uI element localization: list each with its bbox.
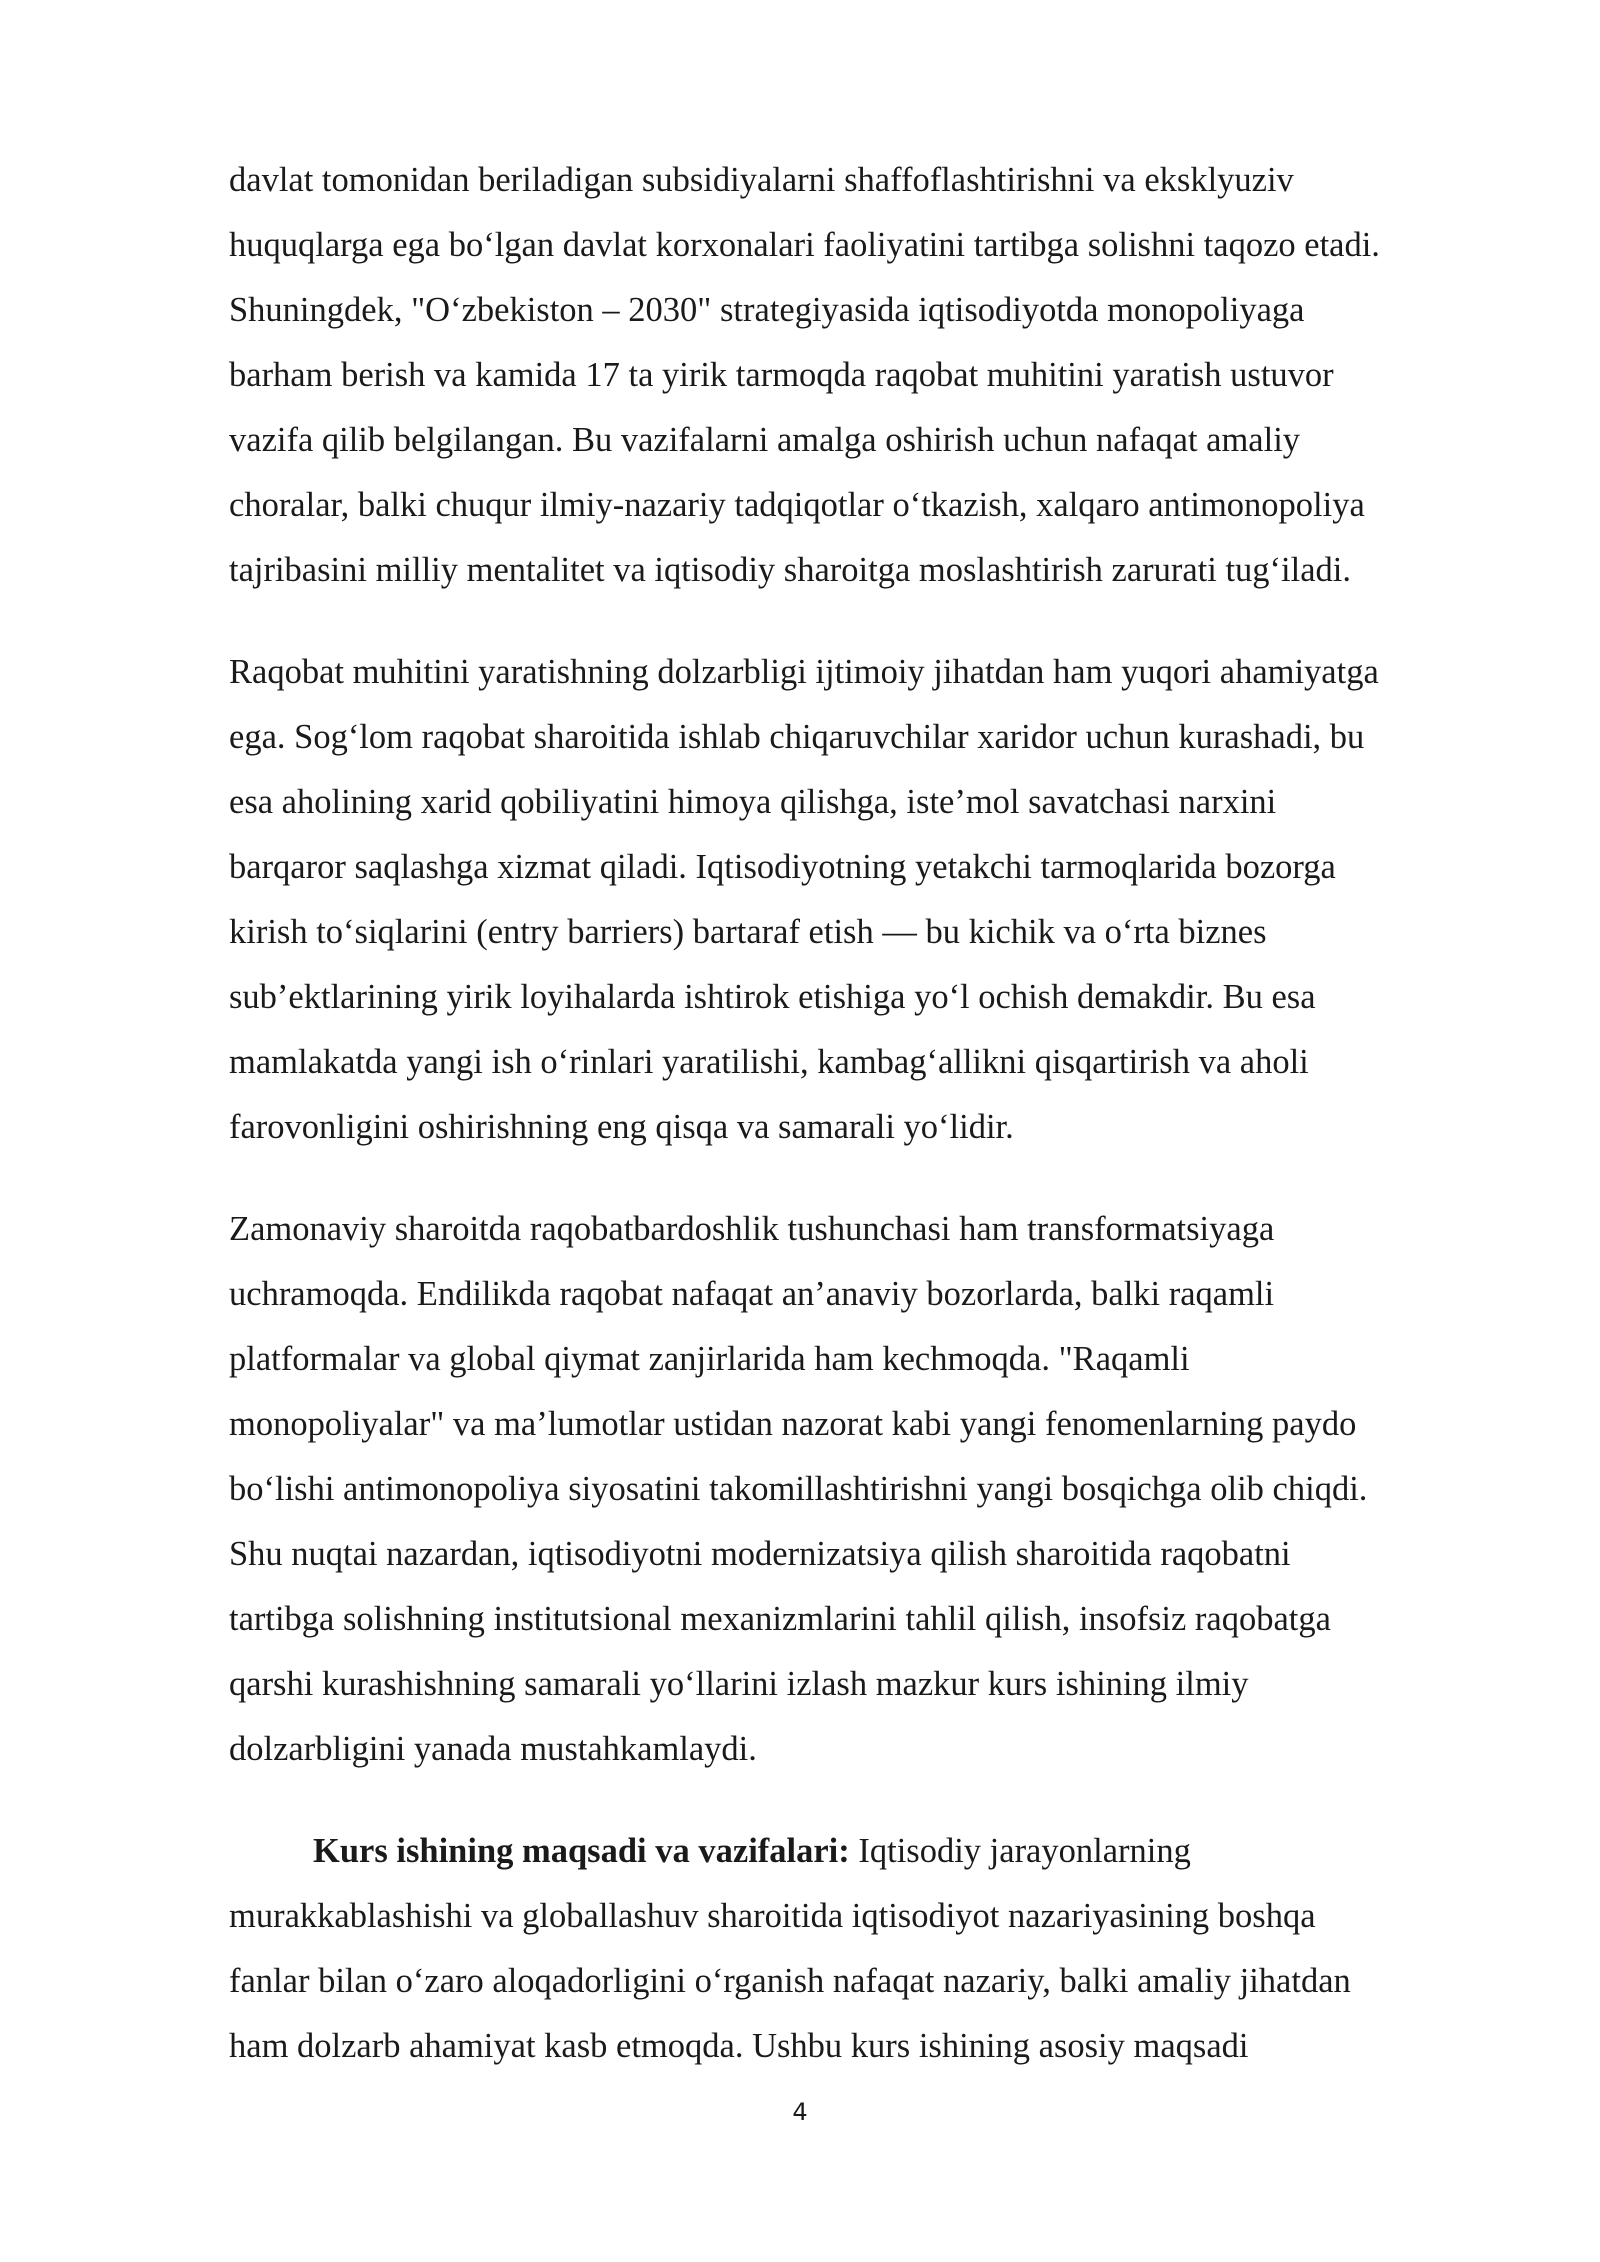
paragraph-subsidies	[229, 148, 1489, 603]
goals-heading: Kurs ishining maqsadi va vazifalari:	[313, 1832, 850, 1870]
text-line: ham dolzarb ahamiyat kasb etmoqda. Ushbu kurs ishining asosiy maqsadi	[229, 2027, 1249, 2065]
text-line	[229, 1819, 1489, 1884]
text-line: huquqlarga ega bo‘lgan davlat korxonalari faoliyatini tartibga solishni taqozo etadi.	[229, 226, 1380, 264]
text-line: davlat tomonidan beriladigan subsidiyalarni shaffoflashtirishni va eksklyuziv	[229, 161, 1294, 199]
text-line: Raqobat muhitini yaratishning dolzarbligi ijtimoiy jihatdan ham yuqori ahamiyatga	[229, 653, 1379, 691]
text-line: farovonligini oshirishning eng qisqa va samarali yo‘lidir.	[229, 1108, 1014, 1146]
text-line: vazifa qilib belgilangan. Bu vazifalarni amalga oshirish uchun nafaqat amaliy	[229, 421, 1301, 459]
text-line: esa aholining xarid qobiliyatini himoya qilishga, iste’mol savatchasi narxini	[229, 783, 1277, 821]
page-body	[229, 148, 1489, 2116]
text-line: kirish to‘siqlarini (entry barriers) bartaraf etish — bu kichik va o‘rta biznes	[229, 913, 1267, 951]
text-line: qarshi kurashishning samarali yo‘llarini izlash mazkur kurs ishining ilmiy	[229, 1665, 1249, 1703]
text-line: choralar, balki chuqur ilmiy-nazariy tadqiqotlar o‘tkazish, xalqaro antimonopoliya	[229, 486, 1365, 524]
paragraph-goals	[229, 1819, 1489, 2079]
paragraph-digital-competition	[229, 1197, 1489, 1782]
text-line: ega. Sog‘lom raqobat sharoitida ishlab chiqaruvchilar xaridor uchun kurashadi, bu	[229, 718, 1365, 756]
text-line: uchramoqda. Endilikda raqobat nafaqat an’anaviy bozorlarda, balki raqamli	[229, 1275, 1275, 1313]
text-line: monopoliyalar" va ma’lumotlar ustidan nazorat kabi yangi fenomenlarning paydo	[229, 1405, 1357, 1443]
page-number: 4	[792, 2098, 808, 2126]
paragraph-social-relevance	[229, 640, 1489, 1160]
text-line: Shu nuqtai nazardan, iqtisodiyotni modernizatsiya qilish sharoitida raqobatni	[229, 1535, 1291, 1573]
text-line: barqaror saqlashga xizmat qiladi. Iqtisodiyotning yetakchi tarmoqlarida bozorga	[229, 848, 1336, 886]
text-line: Shuningdek, "O‘zbekiston – 2030" strategiyasida iqtisodiyotda monopoliyaga	[229, 291, 1305, 329]
goals-first-line: Iqtisodiy jarayonlarning	[849, 1832, 1191, 1870]
text-line: tartibga solishning institutsional mexanizmlarini tahlil qilish, insofsiz raqobatga	[229, 1600, 1331, 1638]
text-line: mamlakatda yangi ish o‘rinlari yaratilishi, kambag‘allikni qisqartirish va aholi	[229, 1043, 1309, 1081]
text-line: Zamonaviy sharoitda raqobatbardoshlik tushunchasi ham transformatsiyaga	[229, 1210, 1275, 1248]
text-line: sub’ektlarining yirik loyihalarda ishtirok etishiga yo‘l ochish demakdir. Bu esa	[229, 978, 1316, 1016]
text-line: murakkablashishi va globallashuv sharoitida iqtisodiyot nazariyasining boshqa	[229, 1897, 1316, 1935]
text-line: fanlar bilan o‘zaro aloqadorligini o‘rganish nafaqat nazariy, balki amaliy jihatdan	[229, 1962, 1351, 2000]
text-line: bo‘lishi antimonopoliya siyosatini takomillashtirishni yangi bosqichga olib chiqdi.	[229, 1470, 1368, 1508]
text-line: dolzarbligini yanada mustahkamlaydi.	[229, 1730, 757, 1768]
text-line: barham berish va kamida 17 ta yirik tarmoqda raqobat muhitini yaratish ustuvor	[229, 356, 1334, 394]
text-line: tajribasini milliy mentalitet va iqtisodiy sharoitga moslashtirish zarurati tug‘iladi.	[229, 551, 1351, 589]
text-line: platformalar va global qiymat zanjirlarida ham kechmoqda. "Raqamli	[229, 1340, 1190, 1378]
